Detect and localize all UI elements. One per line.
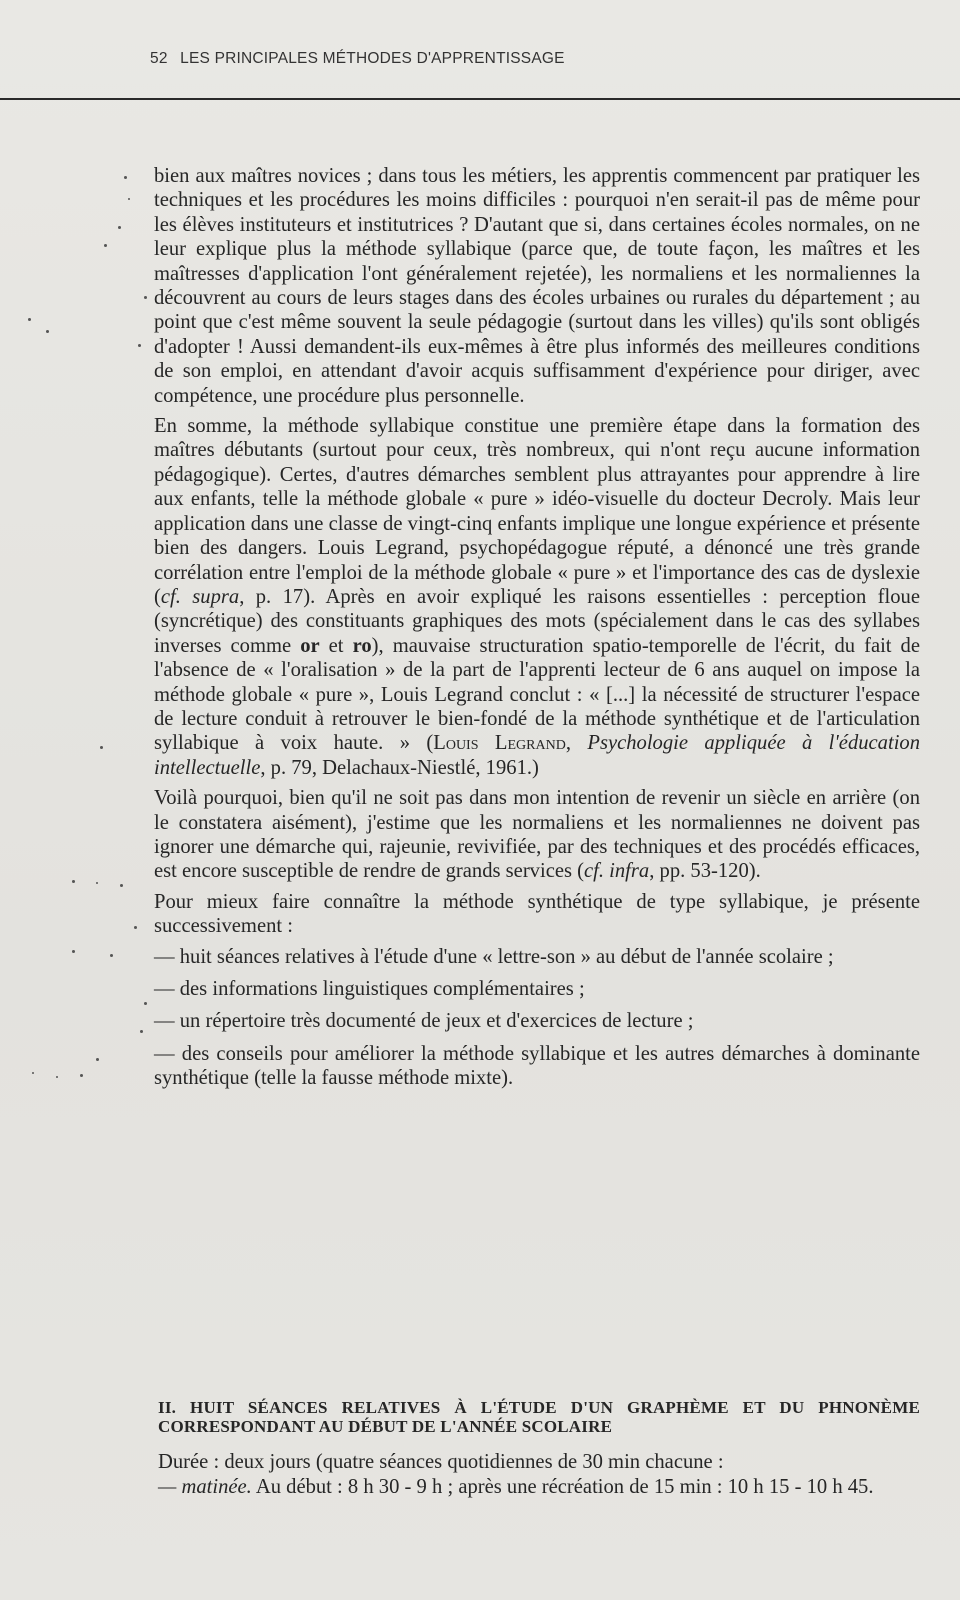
syllable-or: or	[300, 634, 320, 657]
section-heading: II. HUIT SÉANCES RELATIVES À L'ÉTUDE D'UN GRAPHÈME ET DU PHNONÈME CORRESPONDANT AU DÉBUT DE L'ANNÉE SCOLAIRE	[158, 1398, 920, 1436]
p3-text-a: Voilà pourquoi, bien qu'il ne soit pas dans mon intention de revenir un siècle en arrière (on le constatera aisément), j'estime que les normaliens et les normaliennes ne doivent pas ignorer une démarche qui, rajeunie, revivifiée, par des techniques et des procédés efficaces, est encore susceptible de rendre de grands services (	[154, 787, 920, 883]
body-text	[154, 164, 920, 1099]
running-head	[150, 50, 565, 68]
cf-supra: cf. supra	[160, 585, 240, 608]
margin-speck	[46, 330, 49, 333]
margin-speck	[120, 884, 123, 887]
header-rule	[0, 98, 960, 100]
margin-speck	[32, 1072, 34, 1074]
margin-speck	[144, 296, 147, 299]
section-body	[158, 1450, 920, 1499]
margin-speck	[138, 344, 141, 347]
p2-text-d: ), mauvaise structuration spatio-temporelle de l'écrit, du fait de l'absence de « l'oralisation » de la part de l'apprenti lecteur de 6 ans auquel on impose la méthode globale « pure », Louis Legrand conclut : « [...] la nécessité de structurer l'espace de lecture conduit à retrouver le bien-fondé de la méthode synthétique et de l'articulation syllabique à voix haute. » (	[154, 634, 920, 755]
cf-infra: cf. infra	[584, 860, 650, 883]
p2-comma: ,	[565, 732, 588, 755]
margin-speck	[28, 318, 31, 321]
citation-book: Psychologie appliquée à l'éducation intellectuelle	[154, 732, 921, 779]
margin-speck	[118, 226, 121, 229]
syllable-ro: ro	[352, 634, 372, 657]
paragraph-3	[154, 786, 920, 884]
list-item: — des conseils pour améliorer la méthode syllabique et les autres démarches à dominante synthétique (telle la fausse méthode mixte).	[154, 1042, 920, 1090]
margin-speck	[128, 198, 130, 200]
p2-text-a: En somme, la méthode syllabique constitue une première étape dans la formation des maîtres débutants (surtout pour ceux, très nombreux, qui n'ont reçu aucune information pédagogique). Certes, d'autres démarches semblent plus attrayantes pour apprendre à lire aux enfants, telle la méthode globale « pure » idéo-visuelle du docteur Decroly. Mais leur application dans une classe de vingt-cinq enfants implique une longue expérience et présente bien des dangers. Louis Legrand, psychopédagogue réputé, a dénoncé une très grande corrélation entre l'emploi de la méthode globale « pure » et l'importance des cas de dyslexie (	[154, 415, 920, 608]
paragraph-4: Pour mieux faire connaître la méthode synthétique de type syllabique, je présente successivement :	[154, 890, 920, 938]
p2-text-c: et	[319, 634, 353, 657]
p2-text-e: , p. 79, Delachaux-Niestlé, 1961.)	[260, 756, 539, 779]
running-title: LES PRINCIPALES MÉTHODES D'APPRENTISSAGE	[180, 50, 565, 67]
p3-text-b: , pp. 53-120).	[649, 860, 761, 883]
margin-speck	[100, 746, 103, 749]
margin-speck	[96, 1058, 99, 1061]
margin-speck	[80, 1074, 83, 1077]
morning-text: Au début : 8 h 30 - 9 h ; après une récréation de 15 min : 10 h 15 - 10 h 45.	[251, 1475, 874, 1498]
margin-speck	[56, 1076, 58, 1078]
morning-line	[158, 1475, 920, 1500]
list-item: — des informations linguistiques complémentaires ;	[154, 978, 585, 1000]
margin-speck	[72, 880, 75, 883]
paragraph-2	[154, 414, 920, 780]
margin-speck	[144, 1002, 147, 1005]
morning-label: — matinée.	[158, 1475, 252, 1498]
list-item: — huit séances relatives à l'étude d'une « lettre-son » au début de l'année scolaire ;	[154, 945, 834, 968]
margin-speck	[124, 176, 127, 179]
margin-speck	[140, 1030, 143, 1033]
page-number: 52	[150, 50, 168, 67]
citation-author: Louis Legrand	[433, 732, 566, 755]
margin-speck	[72, 950, 75, 953]
list-item: — un répertoire très documenté de jeux et d'exercices de lecture ;	[154, 1010, 694, 1033]
p2-text-b: , p. 17). Après en avoir expliqué les raisons essentielles : perception floue (syncrétique) des constituants graphiques des mots (spécialement dans le cas des syllabes inverses comme	[154, 585, 920, 657]
margin-speck	[110, 954, 113, 957]
margin-speck	[96, 882, 98, 884]
margin-speck	[134, 926, 137, 929]
duration-line: Durée : deux jours (quatre séances quotidiennes de 30 min chacune :	[158, 1451, 724, 1473]
margin-speck	[104, 244, 107, 247]
paragraph-1: bien aux maîtres novices ; dans tous les métiers, les apprentis commencent par pratiquer les techniques et les procédures les moins difficiles : pourquoi n'en serait-il pas de même pour les élèves instituteurs et institutrices ? D'autant que si, dans certaines écoles normales, on ne leur explique plus la méthode syllabique (parce que, de toute façon, les maîtres et les maîtresses d'application l'ont généralement rejetée), les normaliens et les normaliennes la découvrent au cours de leurs stages dans des écoles urbaines ou rurales du département ; au point que c'est même souvent la seule pédagogie (surtout dans les villes) qu'ils sont obligés d'adopter ! Aussi demandent-ils eux-mêmes à être plus informés des meilleures conditions de son emploi, en attendant d'avoir acquis suffisamment d'expérience pour diriger, avec compétence, une procédure plus personnelle.	[154, 165, 920, 407]
